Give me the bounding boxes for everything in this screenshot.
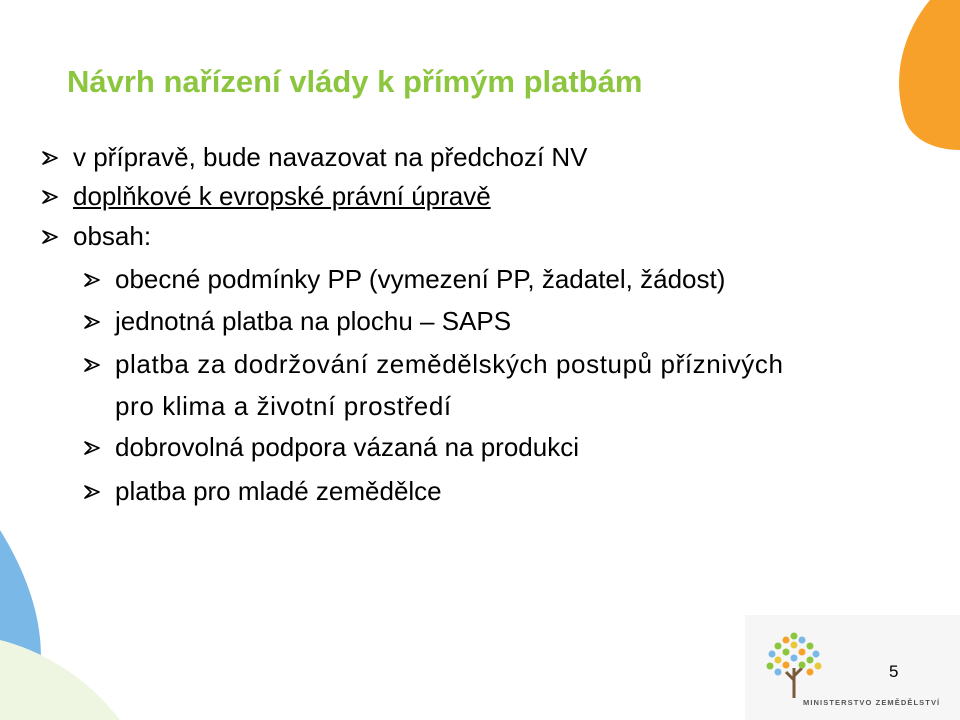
orange-corner-shape <box>899 0 960 150</box>
page-number: 5 <box>889 662 899 681</box>
bullet-link[interactable]: doplňkové k evropské právní úpravě <box>73 181 491 211</box>
bullet-item <box>73 181 491 211</box>
bullet-continuation: pro klima a životní prostředí <box>115 391 452 421</box>
logo-text: MINISTERSTVO ZEMĚDĚLSTVÍ <box>803 698 941 707</box>
green-corner-shape <box>0 640 120 720</box>
bullet-text: obecné podmínky PP (vymezení PP, žadatel, žádost) <box>115 264 726 294</box>
bullet-text: jednotná platba na plochu – SAPS <box>115 306 512 336</box>
arrow-bullet-icon <box>42 151 58 165</box>
arrow-bullet-icon <box>84 485 100 499</box>
arrow-bullet-icon <box>42 190 58 204</box>
bullet-text: v přípravě, bude navazovat na předchozí NV <box>73 142 588 172</box>
arrow-bullet-icon <box>42 230 58 244</box>
sub-bullet-item <box>115 476 442 506</box>
arrow-bullet-icon <box>84 358 100 372</box>
slide-title: Návrh nařízení vlády k přímým platbám <box>67 64 643 99</box>
bullet-item <box>73 221 151 251</box>
sub-bullet-item <box>115 349 784 379</box>
tree-logo-icon <box>762 628 826 700</box>
bullet-text: dobrovolná podpora vázaná na produkci <box>115 432 580 462</box>
arrow-bullet-icon <box>84 441 100 455</box>
arrow-bullet-icon <box>84 273 100 287</box>
sub-bullet-item <box>115 432 579 462</box>
sub-bullet-item <box>115 264 725 294</box>
bullet-text: platba pro mladé zemědělce <box>115 476 442 506</box>
sub-bullet-item <box>115 306 511 336</box>
arrow-bullet-icon <box>84 315 100 329</box>
bullet-text: platba za dodržování zemědělských postupů příznivých <box>115 349 784 379</box>
bullet-item <box>73 142 588 172</box>
bullet-text: obsah: <box>73 221 152 251</box>
